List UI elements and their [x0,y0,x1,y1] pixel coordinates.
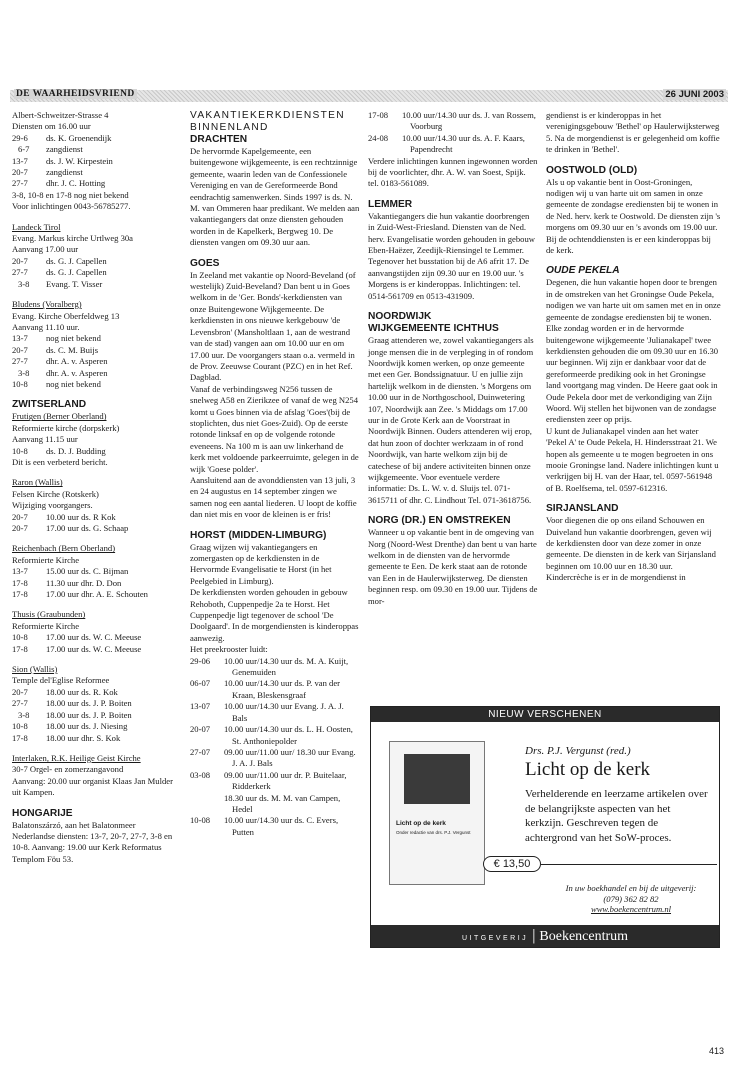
noordwijk-text: Graag attenderen we, zowel vakantiegangers als jonge mensen die in de verpleging in of rondom Noordwijk komen werken, op onze gemeente met een Ger. Bondssignatuur. U en jullie zijn hartelijk welkom in de diensten. 's Morgens om 10.00 uur in de Northgoschool, Duinwetering 107, Noordwijk aan Zee. 's Middags om 17.00 uur in de Grote Kerk aan de Voorstraat in Noordwijk Binnen. Ouders attenderen wij erop, dat hun zoon of dochter werkzaam in of rond Noordwijk, van harte welkom zijn bij de catechese of bij andere activiteiten binnen onze wijkgemeente. Voor eventuele verdere informatie: Ds. L. W. v. d. Sluijs tel. 071-3615711 of dhr. C. Lindhout Tel. 071-3618756. [368,335,534,505]
schedule-row: 20-7 ds. C. M. Buijs [12,344,99,355]
schedule-row: 27-7 ds. G. J. Capellen [12,267,107,278]
sirjansland-text-1: Voor diegenen die op ons eiland Schouwen en Duiveland hun vakantie doorbrengen, geven wij de kerkdiensten door van deze zomer in onze gemeente. De diensten in de kerk van Sirjansland beginnen om 10.00 uur en 18.30 uur. [546,515,716,571]
shop-line: In uw boekhandel en bij de uitgeverij: [565,883,697,893]
schedule-row: 17-8 18.00 uur dhr. S. Kok [12,732,121,743]
issue-date: 26 JUNI 2003 [665,89,724,100]
section-title-norg: NORG (DR.) EN OMSTREKEN [368,515,511,527]
book-advertisement [370,706,720,948]
column-4 [546,110,721,584]
book-cover [389,741,485,885]
schedule-row: 20-7 17.00 uur ds. G. Schaap [12,523,129,533]
intro-tail: 3-8, 10-8 en 17-8 nog niet bekend [12,189,129,200]
column-3 [368,110,538,607]
bludenz-time: Aanvang 11.10 uur. [12,321,80,332]
schedule-row: 17-8 11.30 uur dhr. D. Don [12,577,122,588]
sirjansland-text-2: Kindercrèche is er in de morgendienst in [546,572,686,583]
location-frutigen: Frutigen (Berner Oberland) [12,411,107,422]
book-author: Drs. P.J. Vergunst (red.) [525,745,631,757]
schedule-row: 27-7 18.00 uur ds. J. P. Boiten [12,698,132,709]
section-title-drachten: DRACHTEN [190,134,248,145]
landeck-church: Evang. Markus kirche Urtlweg 30a [12,233,133,244]
bludenz-church: Evang. Kirche Oberfeldweg 13 [12,310,120,321]
norg-text: Wanneer u op vakantie bent in de omgeving van Norg (Noord-West Drenthe) dan bent u van harte welkom in de diensten van de hervormde gemeente te Een. De kerk staat aan de rotonde van Een in de Haulerwijksterweg. De diensten beginnen resp. om 09.30 en 19.00 uur. Tijdens de mor- [368,527,538,606]
schedule-row: 10-8 17.00 uur ds. W. C. Meeuse [12,632,142,643]
book-cover-image [404,754,470,804]
reichenbach-church: Reformierte Kirche [12,554,80,565]
schedule-row: 13-7 15.00 uur ds. C. Bijman [12,566,129,577]
section-title-zwitserland: ZWITSERLAND [12,399,87,411]
location-bludenz: Bludens (Voralberg) [12,299,82,310]
book-cover-title: Licht op de kerk [396,820,446,827]
book-cover-subtitle: Onder redactie van drs. P.J. Vergunst [396,830,471,835]
interlaken-time: Aanvang: 20.00 uur organist Klaas Jan Mulder uit Kampen. [12,775,173,798]
drachten-text: De hervormde Kapelgemeente, een buitengewone wijkgemeente, is een rechtzinnige gemeente, waarin leden van de Confessionele Vereniging en van de Gereformeerde Bond eendrachtig samenwerken. Sinds 1997 is ds. N. M. van Ommeren haar predikant. We melden aan vakantiegangers dat onze diensten gehouden worden in de Kapelkerk, Bergweg 10. De diensten vangen om 09.30 uur aan. [190,146,360,248]
location-interlaken: Interlaken, R.K. Heilige Geist Kirche [12,752,141,763]
section-title-horst: HORST (MIDDEN-LIMBURG) [190,529,327,541]
pekela-text-1: Degenen, die hun vakantie hopen door te brengen in de omstreken van het Groningse Oude Pekela, nodigen we van harte uit om samen met en in onze gemeente de zondagse erediensten bij te wonen. Elke zondag worden er in de hervormde buitengewone wijkgemeente 'Julianakapel' twee kerkdiensten gehouden die om 09.30 uur en 16.30 uur beginnen. Wij zijn er dankbaar voor dat de gereformeerde prediking ook in het Groningse land voortgang mag vinden. De Heere gaat ook in Oude Pekela door met de verkondiging van Zijn Woord. Wij stellen het bijwonen van de zondagse erediensten zeer op prijs. [546,277,721,425]
schedule-row: 17-8 17.00 uur dhr. A. E. Schouten [12,589,148,600]
publication-name: DE WAARHEIDSVRIEND [16,89,135,99]
frutigen-time: Aanvang 11.15 uur [12,434,78,445]
schedule-row: 3-8 dhr. A. v. Asperen [18,367,108,378]
location-sion: Sion (Wallis) [12,664,58,675]
page-number: 413 [708,1046,724,1056]
schedule-row: 17-08 10.00 uur/14.30 uur ds. J. van Rossem, Voorburg [368,110,536,132]
horst-text-2: De kerkdiensten worden gehouden in gebouw Rehoboth, Cuppenpedje 2a te Horst. Het Cuppenpedje ligt tegenover de school 'De Doolgaard'. In de morgendiensten is kinderoppas aanwezig. [190,587,359,643]
schedule-row: 27-7 dhr. A. v. Asperen [12,356,108,367]
raron-note: Wijziging voorgangers. [12,500,93,511]
schedule-row: 10-08 10.00 uur/14.30 uur ds. C. Evers, Putten [190,815,339,837]
section-title-oostwold: OOSTWOLD (OLD) [546,164,638,176]
intro-time: Diensten om 16.00 uur [12,121,91,132]
thusis-church: Reformierte Kirche [12,620,80,631]
location-thusis: Thusis (Graubunden) [12,609,86,620]
section-title-oude-pekela: OUDE PEKELA [546,265,620,277]
horst-info: Verdere inlichtingen kunnen ingewonnen worden bij de voorlichter, dhr. A. W. van Soest, Spijk. tel. 0183-561089. [368,155,538,189]
schedule-row: 20-7 zangdienst [12,167,83,178]
schedule-row: 03-08 09.00 uur/11.00 uur dr. P. Buitelaar, Ridderkerk [190,769,347,792]
landeck-time: Aanvang 17.00 uur [12,244,79,255]
section-title-noordwijk: NOORDWIJK [368,311,432,323]
schedule-row: 10-8 18.00 uur ds. J. Niesing [12,721,128,732]
schedule-row: 06-07 10.00 uur/14.30 uur ds. P. van der Kraan, Bleskensgraaf [190,678,341,700]
schedule-row: 3-8 Evang. T. Visser [18,278,103,289]
column-1 [12,110,177,865]
section-heading-line1: VAKANTIEKERKDIENSTEN [190,110,345,121]
section-subtitle-ichthus: WIJKGEMEENTE ICHTHUS [368,323,499,335]
interlaken-event: 30-7 Orgel- en zomerzangavond [12,764,124,775]
schedule-row: 6-7 zangdienst [18,144,83,155]
schedule-row: 27-07 09.00 uur/11.00 uur/ 18.30 uur Evang. J. A. J. Bals [190,746,356,769]
book-description: Verhelderende en leerzame artikelen over de belangrijkste aspecten van het kerkzijn. Geschreven tegen de achtergrond van het SoW-proces. [525,788,708,844]
publisher-name: Boekencentrum [539,929,629,944]
schedule-row: 13-07 10.00 uur/14.30 uur Evang. J. A. J. Bals [190,701,344,723]
schedule-row: 29-6 ds. K. Groenendijk [12,132,112,143]
price-divider [541,864,717,865]
publisher-bar [371,925,719,947]
schedule-row: 20-07 10.00 uur/14.30 uur ds. L. H. Oosten, St. Anthoniepolder [190,724,353,746]
shop-info [543,883,719,915]
section-title-goes: GOES [190,257,220,269]
norg-continued: gendienst is er kinderoppas in het verenigingsgebouw 'Bethel' op Haulerwijksterweg 5. Na de morgendienst is er gelegenheid om koffie te drinken in 'Bethel'. [546,110,720,155]
intro-address: Albert-Schweitzer-Strasse 4 [12,110,109,120]
schedule-row: 20-7 10.00 uur ds. R Kok [12,511,116,522]
schedule-row: 3-8 18.00 uur ds. J. P. Boiten [18,709,132,720]
section-title-sirjansland: SIRJANSLAND [546,503,619,515]
lemmer-text: Vakantiegangers die hun vakantie doorbrengen in Zuid-West-Friesland. Diensten van de Ned. herv. Evangelisatie worden gehouden in gebouw Eben-Haëzer, Zeedijk-Riensingel te Lemmer. Tegenover het busstation bij de A6 afrit 17. De aanvangstijden zijn 09.30 uur en 19.00 uur. 's Morgens is er kinderoppas. Inlichtingen: tel. 0514-561709 en 0513-431909. [368,210,535,301]
section-title-lemmer: LEMMER [368,198,413,210]
shop-phone: (079) 362 82 82 [603,893,659,904]
publisher-prefix: UITGEVERIJ [461,935,529,942]
sion-church: Temple del'Eglise Reformee [12,675,110,686]
schedule-row: 17-8 17.00 uur ds. W. C. Meeuse [12,643,142,654]
schedule-row: 10-8 ds. D. J. Budding [12,445,106,456]
pekela-text-2: U kunt de Julianakapel vinden aan het water 'Pekel A' te Oude Pekela, H. Hindersstraat 21. We hopen als gemeente u te mogen begroeten in ons mooie Groningse land. Nadere inlichtingen kunt u verkrijgen bij H. van der Haar, tel. 0597-561948 of B. Roelfsema, tel. 0597-612316. [546,425,719,493]
schedule-row: 29-06 10.00 uur/14.30 uur ds. M. A. Kuijt, Genemuiden [190,655,349,678]
shop-website[interactable]: www.boekencentrum.nl [590,904,672,914]
horst-text-1: Graag wijzen wij vakantiegangers en zomergasten op de kerkdiensten in de Hervormde Evangelisatie te Horst (in het Peelgebied in Limburg). [190,541,332,586]
schedule-row: 20-7 18.00 uur ds. R. Kok [12,686,118,697]
oostwold-text: Als u op vakantie bent in Oost-Groningen, nodigen wij u van harte uit om samen in onze gemeente de zondagse erediensten bij te wonen in de Ned. herv. kerk te Oostwold. De diensten zijn 's morgens om 09.30 uur en 's avonds om 19.00 uur. Bij de ochtenddiensten is er een kinderoppas bij de kerk. [546,176,721,256]
goes-text-2: Vanaf de verbindingsweg N256 tussen de snelweg A58 en Zierikzee of vanaf de weg N254 komt u Goes binnen via de afslag 'Goes'(bij de stoplichten, dus niet Goes-Zuid). Op de eerste rotonde linksaf en op de volgende rotonde eveneens. Na 100 m is aan uw linkerhand de kerk met voldoende parkeerruimte, gelegen in de wijk 'Goese polder'. [190,383,359,474]
section-title-hongarije: HONGARIJE [12,807,73,819]
raron-church: Felsen Kirche (Rotskerk) [12,488,99,499]
schedule-row: 10-8 nog niet bekend [12,378,101,389]
column-2 [190,110,360,838]
ad-banner: NIEUW VERSCHENEN [371,707,719,722]
schedule-row: 13-7 ds. J. W. Kirpestein [12,155,113,166]
schedule-row: 27-7 dhr. J. C. Hotting [12,178,106,189]
goes-text-3: Aansluitend aan de avonddiensten van 13 juli, 3 en 24 augustus en 14 september zingen we samen nog een aantal liederen. U loopt de koffie dan niet mis en voor de kleinen is er fris! [190,474,357,520]
book-price: € 13,50 [483,856,541,872]
schedule-row: 13-7 nog niet bekend [12,333,101,344]
frutigen-note: Dit is een verbeterd bericht. [12,456,108,467]
location-raron: Raron (Wallis) [12,477,63,488]
schedule-row: 24-08 10.00 uur/14.30 uur ds. A. F. Kaars, Papendrecht [368,132,525,155]
frutigen-church: Reformierte kirche (dorpskerk) [12,422,120,433]
horst-text-3: Het preekrooster luidt: [190,644,268,655]
hongarije-text: Balatonszárzó, aan het Balatonmeer Nederlandse diensten: 13-7, 20-7, 27-7, 3-8 en 10-8. Aanvang: 19.00 uur Kerk Reformatus Templom Föu 53. [12,819,173,864]
schedule-row: 18.30 uur ds. M. M. van Campen, Hedel [224,792,341,814]
location-landeck: Landeck Tirol [12,221,61,232]
schedule-row: 20-7 ds. G. J. Capellen [12,255,107,266]
goes-text-1: In Zeeland met vakantie op Noord-Beveland (of westelijk) Zuid-Beveland? Dan bent u in Goes welkom in de 'Ger. Bonds'-kerkdiensten van onze Buitengewone Wijkgemeente. De kerkdiensten in ons nieuwe kerkgebouw 'de Levensbron' (Mansholtlaan 1, aan de westrand van de stad) vangen aan om 10.00 uur en om 17.00 uur. De voorgangers staan o.a. vermeld in de Prov. Zeeuwse Courant (PZC) en in het Ref. Dagblad. [190,269,356,383]
location-reichenbach: Reichenbach (Bern Oberland) [12,543,116,554]
publisher-separator: | [532,927,540,944]
section-heading-line2: BINNENLAND [190,122,269,133]
book-title: Licht op de kerk [525,759,651,780]
intro-info: Voor inlichtingen 0043-56785277. [12,201,131,212]
